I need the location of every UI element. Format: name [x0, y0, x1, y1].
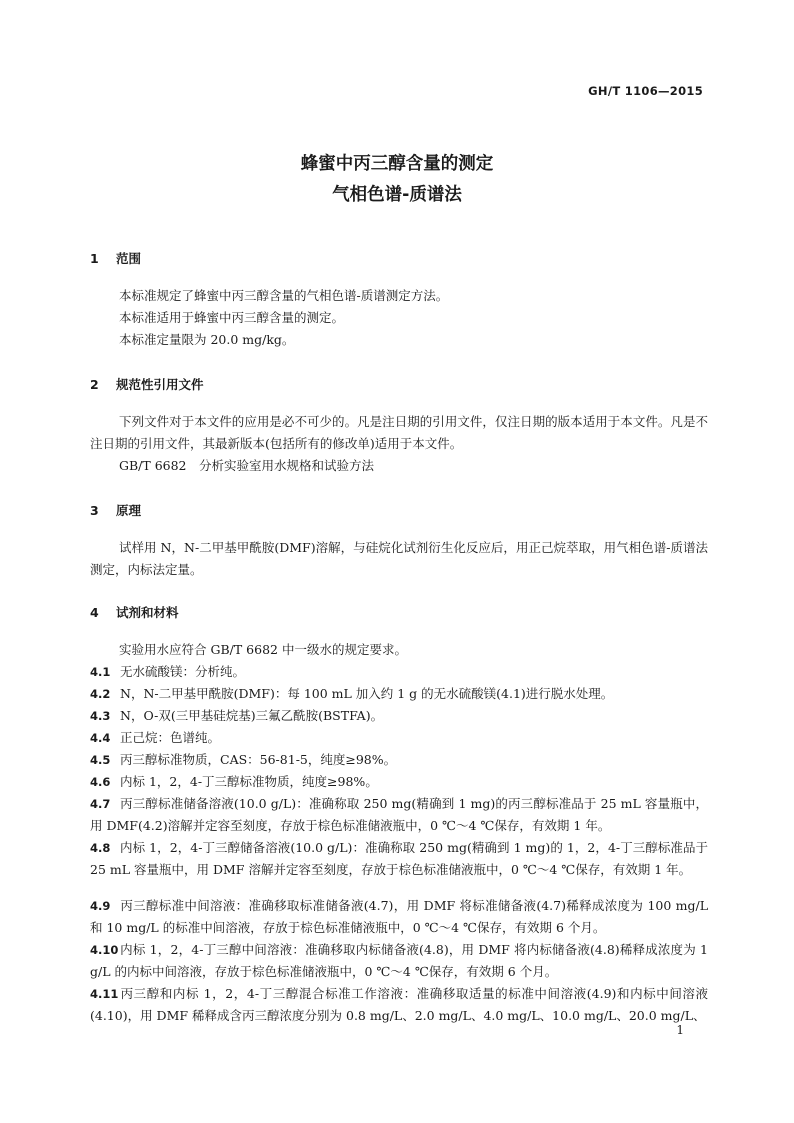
section-title: 原理 — [116, 503, 142, 518]
paragraph: 试样用 N，N-二甲基甲酰胺(DMF)溶解，与硅烷化试剂衍生化反应后，用正己烷萃取，用气相色谱-质谱法测定，内标法定量。 — [90, 540, 708, 577]
paragraph: 本标准规定了蜂蜜中丙三醇含量的气相色谱-质谱测定方法。 — [119, 288, 449, 303]
document-title: 蜂蜜中丙三醇含量的测定 — [300, 154, 494, 174]
item-number: 4.3 — [90, 709, 111, 723]
item-text: 正己烷：色谱纯。 — [120, 730, 221, 745]
item-text: 内标 1，2，4-丁三醇标准物质，纯度≥98%。 — [120, 774, 378, 789]
item-number: 4.6 — [90, 775, 111, 789]
page-number: 1 — [676, 1023, 684, 1037]
list-item — [90, 895, 708, 939]
list-item — [90, 705, 708, 727]
normative-reference: GB/T 6682 分析实验室用水规格和试验方法 — [119, 458, 375, 473]
list-item — [90, 749, 708, 771]
list-item — [90, 939, 708, 983]
item-text: 内标 1，2，4-丁三醇中间溶液：准确移取内标储备液(4.8)，用 DMF 将内标储备液(4.8)稀释成浓度为 1 g/L 的内标中间溶液，存放于棕色标准储液瓶中，0 ℃～4 ℃保存，有效期 6 个月。 — [90, 942, 708, 979]
section-number: 2 — [90, 377, 99, 392]
section-number: 1 — [90, 251, 99, 266]
list-item — [90, 793, 708, 837]
section-heading-principle — [90, 501, 141, 519]
standard-code: GH/T 1106—2015 — [588, 84, 703, 98]
item-text: N，O-双(三甲基硅烷基)三氟乙酰胺(BSTFA)。 — [120, 708, 384, 723]
item-text: 丙三醇标准中间溶液：准确移取标准储备液(4.7)，用 DMF 将标准储备液(4.7)稀释成浓度为 100 mg/L 和 10 mg/L 的标准中间溶液，存放于棕色标准储液瓶中，0 ℃～4 ℃保存，有效期 6 个月。 — [90, 898, 708, 935]
section-title: 范围 — [116, 251, 142, 266]
list-item — [90, 771, 708, 793]
list-item — [90, 837, 708, 881]
item-text: N，N-二甲基甲酰胺(DMF)：每 100 mL 加入约 1 g 的无水硫酸镁(4.1)进行脱水处理。 — [120, 686, 614, 701]
paragraph: 本标准定量限为 20.0 mg/kg。 — [119, 332, 295, 347]
section-heading-scope — [90, 249, 141, 267]
item-number: 4.7 — [90, 797, 111, 811]
list-item — [90, 683, 708, 705]
section-heading-reagents — [90, 603, 179, 621]
item-number: 4.10 — [90, 943, 119, 957]
item-number: 4.8 — [90, 841, 111, 855]
section-heading-normative — [90, 375, 204, 393]
item-number: 4.5 — [90, 753, 111, 767]
item-number: 4.1 — [90, 665, 111, 679]
section-number: 4 — [90, 605, 99, 620]
item-text: 内标 1，2，4-丁三醇储备溶液(10.0 g/L)：准确称取 250 mg(精确到 1 mg)的 1，2，4-丁三醇标准品于 25 mL 容量瓶中，用 DMF 溶解并定容至刻度，存放于棕色标准储液瓶中，0 ℃～4 ℃保存，有效期 1 年。 — [90, 840, 708, 877]
item-number: 4.2 — [90, 687, 111, 701]
item-number: 4.4 — [90, 731, 111, 745]
list-item — [90, 661, 708, 683]
list-item — [90, 983, 708, 1027]
section-title: 试剂和材料 — [116, 605, 179, 620]
section-title: 规范性引用文件 — [116, 377, 204, 392]
list-item — [90, 727, 708, 749]
paragraph: 实验用水应符合 GB/T 6682 中一级水的规定要求。 — [119, 642, 407, 657]
section-number: 3 — [90, 503, 99, 518]
item-text: 丙三醇标准储备溶液(10.0 g/L)：准确称取 250 mg(精确到 1 mg)的丙三醇标准品于 25 mL 容量瓶中，用 DMF(4.2)溶解并定容至刻度，存放于棕色标准储液瓶中，0 ℃～4 ℃保存，有效期 1 年。 — [90, 796, 708, 833]
item-text: 无水硫酸镁：分析纯。 — [120, 664, 246, 679]
item-number: 4.11 — [90, 987, 119, 1001]
item-number: 4.9 — [90, 899, 111, 913]
item-text: 丙三醇和内标 1，2，4-丁三醇混合标准工作溶液：准确移取适量的标准中间溶液(4.9)和内标中间溶液(4.10)，用 DMF 稀释成含丙三醇浓度分别为 0.8 mg/L、2.0 mg/L、4.0 mg/L、10.0 mg/L、20.0 mg/L、 — [90, 986, 708, 1023]
document-subtitle: 气相色谱-质谱法 — [332, 185, 462, 205]
item-text: 丙三醇标准物质，CAS：56-81-5，纯度≥98%。 — [120, 752, 397, 767]
paragraph: 下列文件对于本文件的应用是必不可少的。凡是注日期的引用文件，仅注日期的版本适用于本文件。凡是不注日期的引用文件，其最新版本(包括所有的修改单)适用于本文件。 — [90, 414, 708, 451]
paragraph: 本标准适用于蜂蜜中丙三醇含量的测定。 — [119, 310, 345, 325]
